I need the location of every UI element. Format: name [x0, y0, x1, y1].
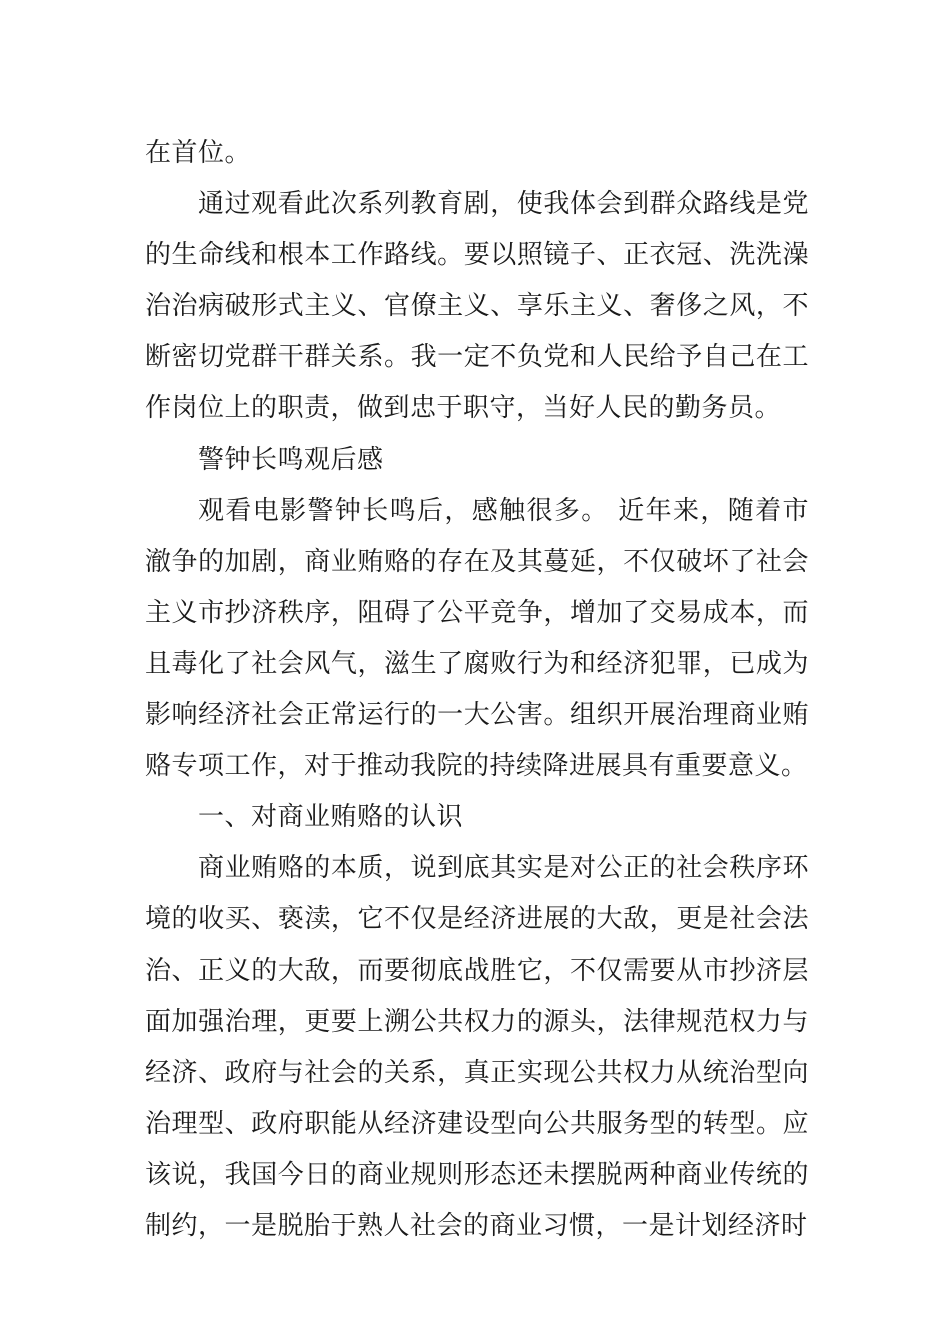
- section-title: 警钟长鸣观后感: [198, 444, 384, 475]
- paragraph-analysis: 商业贿赂的本质，说到底其实是对公正的社会秩序环境的收买、亵渎，它不仅是经济进展的大敌，更是社会法治、正义的大敌，而要彻底战胜它，不仅需要从市抄济层面加强治理，更要上溯公共权力的源头，法律规范权力与经济、政府与社会的关系，真正实现公共权力从统治型向治理型、政府职能从经济建设型向公共服务型的转型。应该说，我国今日的商业规则形态还未摆脱两种商业传统的制约，一是脱胎于熟人社会的商业习惯，一是计划经济时: [145, 853, 809, 1241]
- document-body: [145, 128, 809, 1252]
- paragraph-continuation: 在首位。: [145, 138, 252, 168]
- paragraph-intro: 观看电影警钟长鸣后，感触很多。 近年来，随着市澈争的加剧，商业贿赂的存在及其蔓延，不仅破坏了社会主义市抄济秩序，阻碍了公平竞争，增加了交易成本，而且毒化了社会风气，滋生了腐败行为和经济犯罪，已成为影响经济社会正常运行的一大公害。组织开展治理商业贿赂专项工作，对于推动我院的持续降进展具有重要意义。: [145, 495, 809, 782]
- paragraph-reflection: 通过观看此次系列教育剧，使我体会到群众路线是党的生命线和根本工作路线。要以照镜子、正衣冠、洗洗澡治治病破形式主义、官僚主义、享乐主义、奢侈之风，不断密切党群干群关系。我一定不负党和人民给予自己在工作岗位上的职责，做到忠于职守，当好人民的勤务员。: [145, 189, 809, 424]
- subsection-heading: 一、对商业贿赂的认识: [198, 802, 464, 833]
